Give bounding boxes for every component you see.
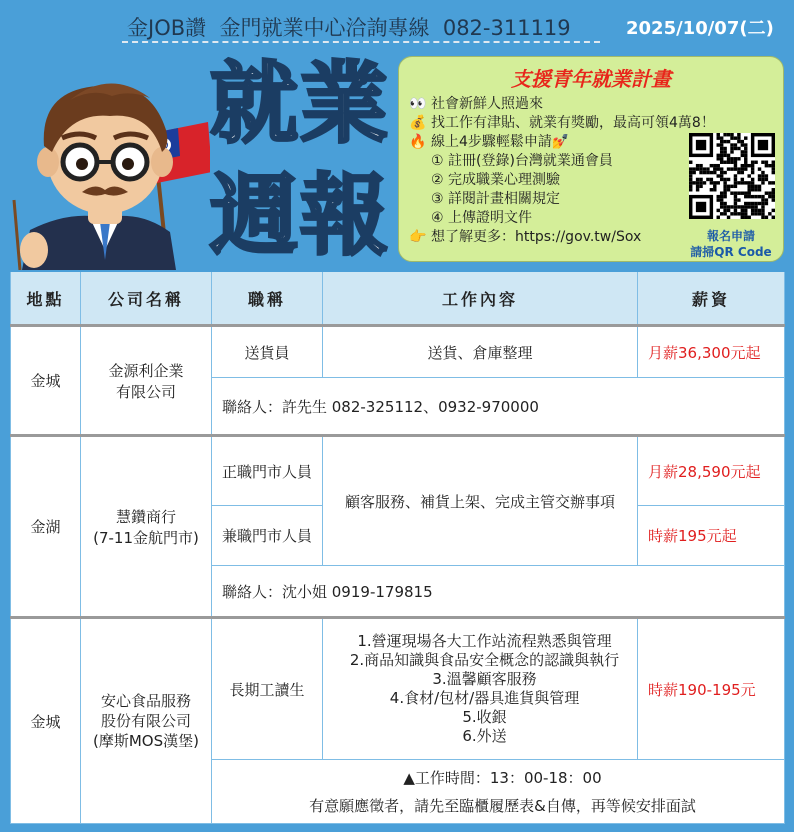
youth-program-panel (398, 56, 784, 262)
header-location: 地點 (11, 272, 81, 326)
promo-step-3: ③ 詳閱計畫相關規定 (431, 191, 561, 207)
header-title: 職稱 (212, 272, 323, 326)
header-bar (0, 0, 794, 50)
job2-company: 慧鑽商行 (7-11金航門市) (81, 436, 212, 618)
job1-salary: 月薪36,300元起 (638, 326, 785, 378)
qr-caption-1: 報名申請 (706, 229, 755, 243)
money-bag-icon: 💰 (409, 115, 427, 131)
job3-note (212, 760, 785, 824)
promo-more-text[interactable]: 想了解更多：https://gov.tw/Sox (431, 229, 642, 245)
table-header-row (11, 272, 785, 326)
job2-contact: 聯絡人：沈小姐 0919-179815 (212, 566, 785, 618)
table-row (11, 618, 785, 760)
table-row (11, 326, 785, 378)
header-hotline: 金JOB讚 金門就業中心洽詢專線 082-311119 (127, 16, 571, 40)
eyes-icon: 👀 (409, 96, 427, 112)
promo-item-0 (409, 93, 543, 113)
job3-location: 金城 (11, 618, 81, 824)
job1-company: 金源利企業 有限公司 (81, 326, 212, 436)
mascot-illustration (0, 50, 210, 270)
duty-item: 6.外送 (462, 727, 507, 745)
promo-more[interactable] (409, 226, 641, 246)
job1-contact: 聯絡人：許先生 082-325112、0932-970000 (212, 378, 785, 436)
duty-item: 4.食材/包材/器具進貨與管理 (389, 689, 580, 707)
table-row (11, 436, 785, 506)
job3-salary: 時薪190-195元 (638, 618, 785, 760)
promo-item-2 (409, 131, 569, 151)
job1-title: 送貨員 (212, 326, 323, 378)
job2-duties: 顧客服務、補貨上架、完成主管交辦事項 (323, 436, 638, 566)
job-table (10, 272, 785, 824)
job3-work-hours: ▲工作時間：13：00-18：00 (403, 768, 602, 787)
promo-item-text: 線上4步驟輕鬆申請💅 (431, 134, 570, 150)
job3-duties (323, 618, 638, 760)
header-divider (122, 41, 600, 43)
header-date: 2025/10/07(二) (626, 18, 774, 39)
job2-location: 金湖 (11, 436, 81, 618)
promo-step-2: ② 完成職業心理測驗 (431, 172, 561, 188)
duty-item: 1.營運現場各大工作站流程熟悉與管理 (357, 632, 612, 650)
promo-item-1 (409, 112, 715, 132)
job2-title1: 正職門市人員 (212, 436, 323, 506)
duty-item: 5.收銀 (462, 708, 507, 726)
duty-item: 3.溫馨顧客服務 (432, 670, 537, 688)
promo-step-4: ④ 上傳證明文件 (431, 210, 533, 226)
pointing-hand-icon: 👉 (409, 229, 427, 245)
duty-item: 2.商品知識與食品安全概念的認識與執行 (349, 651, 620, 669)
job2-title2: 兼職門市人員 (212, 506, 323, 566)
job3-apply-note: 有意願應徵者，請先至臨櫃履歷表&自傳，再等候安排面試 (309, 796, 696, 815)
promo-title: 支援青年就業計畫 (511, 67, 671, 91)
header-salary: 薪資 (638, 272, 785, 326)
job2-salary1: 月薪28,590元起 (638, 436, 785, 506)
title-line1: 就業 (210, 52, 391, 155)
header-company: 公司名稱 (81, 272, 212, 326)
job3-company: 安心食品服務 股份有限公司 (摩斯MOS漢堡) (81, 618, 212, 824)
job3-title: 長期工讀生 (212, 618, 323, 760)
fire-icon: 🔥 (409, 134, 427, 150)
job1-duties: 送貨、倉庫整理 (323, 326, 638, 378)
header-duties: 工作內容 (323, 272, 638, 326)
title-line2: 週報 (210, 164, 391, 267)
promo-item-text: 找工作有津貼、就業有獎勵，最高可領4萬8！ (431, 115, 715, 131)
promo-item-text: 社會新鮮人照過來 (431, 96, 543, 112)
promo-step-1: ① 註冊(登錄)台灣就業通會員 (431, 153, 613, 169)
qr-caption-2: 請掃QR Code (690, 245, 772, 259)
qr-code[interactable] (689, 133, 775, 219)
job2-salary2: 時薪195元起 (638, 506, 785, 566)
job1-location: 金城 (11, 326, 81, 436)
